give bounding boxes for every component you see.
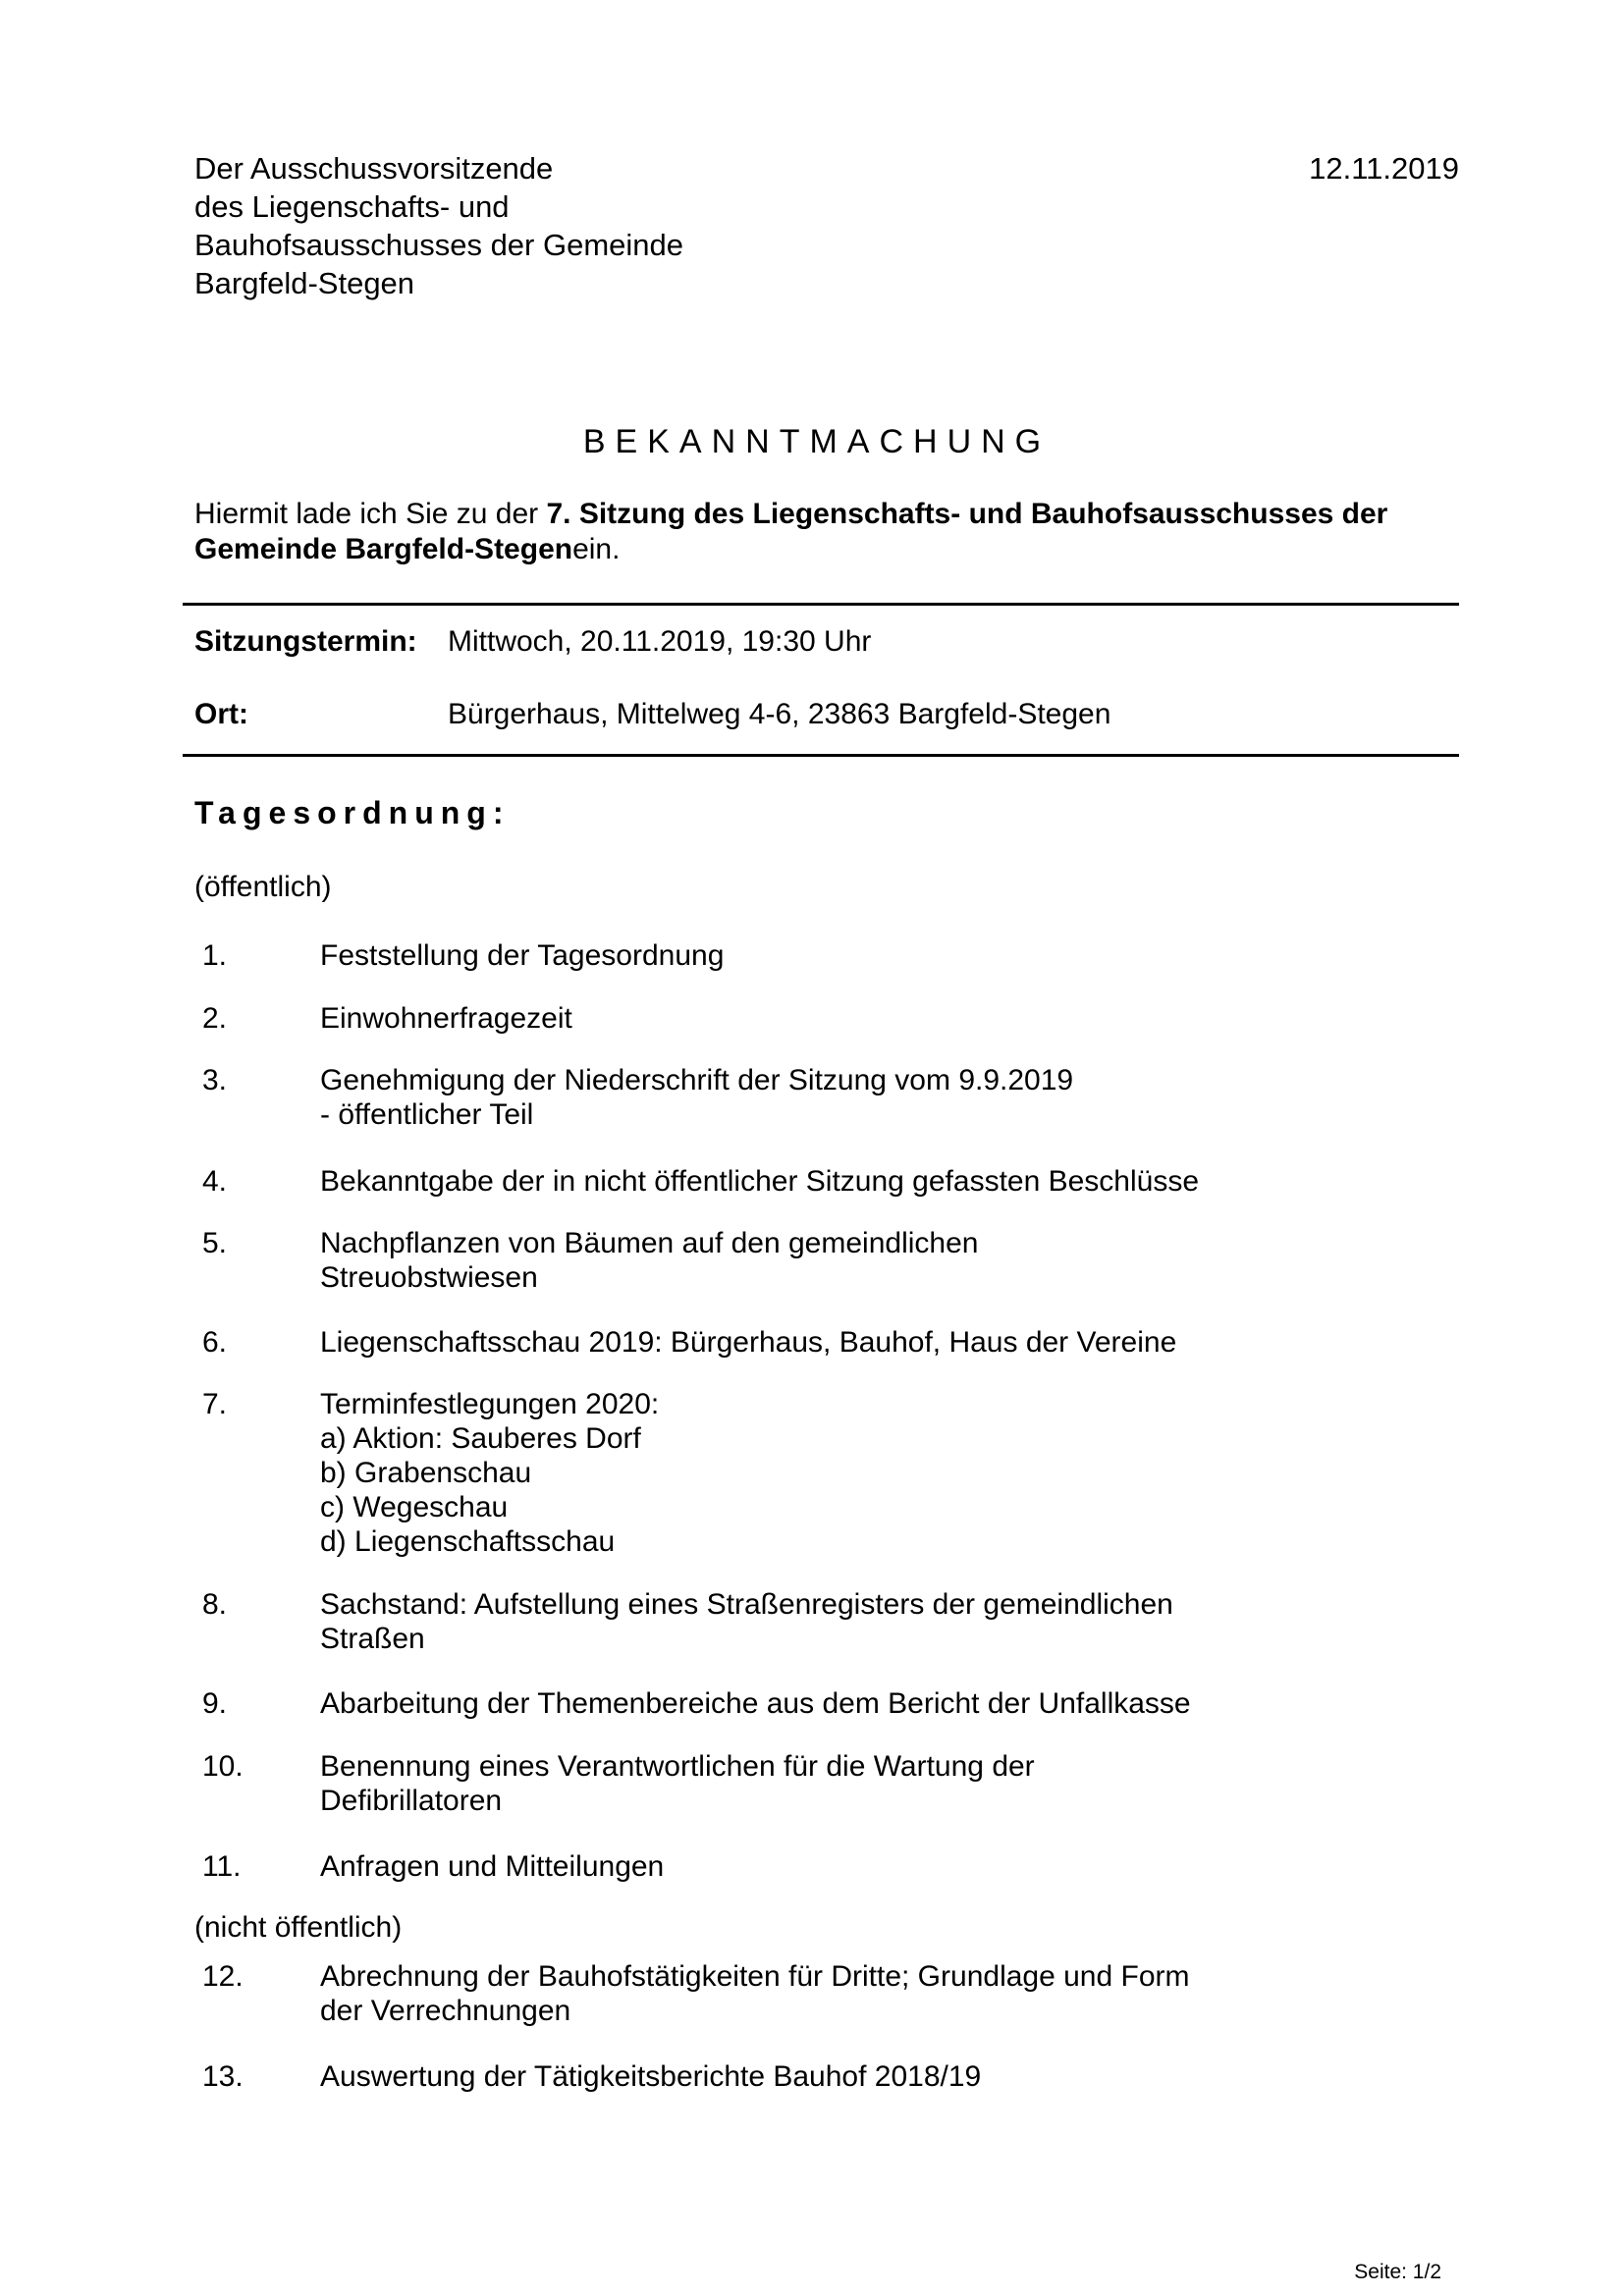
agenda-item-text: [320, 2059, 1400, 2094]
agenda-item-text: [320, 1387, 1400, 1559]
agenda-item-line: Feststellung der Tagesordnung: [320, 939, 725, 972]
intro-bold-line-1: 7. Sitzung des Liegenschafts- und Bauhofsausschusses der: [546, 498, 1388, 530]
agenda-item-line: Straßen: [320, 1623, 425, 1655]
sender-line: Bauhofsausschusses der Gemeinde: [194, 228, 684, 262]
agenda-item-text: [320, 1001, 1400, 1036]
agenda-item-line: b) Grabenschau: [320, 1457, 532, 1489]
intro-line-2: [194, 532, 1471, 567]
agenda-item-line: Auswertung der Tätigkeitsberichte Bauhof 2018/19: [320, 2060, 982, 2093]
agenda-item-text: [320, 1587, 1400, 1656]
letter-date: 12.11.2019: [1309, 151, 1459, 186]
public-section-label: (öffentlich): [194, 871, 332, 903]
agenda-item-line: Streuobstwiesen: [320, 1261, 538, 1294]
agenda-item-line: Abrechnung der Bauhofstätigkeiten für Dritte; Grundlage und Form: [320, 1960, 1190, 1993]
agenda-item-text: [320, 1164, 1400, 1199]
agenda-item-line: der Verrechnungen: [320, 1995, 571, 2027]
agenda-item-line: a) Aktion: Sauberes Dorf: [320, 1422, 641, 1455]
sender-line: Der Ausschussvorsitzende: [194, 151, 554, 186]
agenda-item-line: Sachstand: Aufstellung eines Straßenregisters der gemeindlichen: [320, 1588, 1173, 1621]
sender-block: [194, 149, 683, 302]
agenda-item-number: 1.: [202, 939, 228, 972]
meeting-place-value: Bürgerhaus, Mittelweg 4-6, 23863 Bargfeld-Stegen: [448, 698, 1111, 730]
agenda-item-line: c) Wegeschau: [320, 1491, 509, 1523]
agenda-item-number: 11.: [202, 1850, 242, 1883]
nonpublic-section-label: (nicht öffentlich): [194, 1911, 403, 1944]
meeting-date-label: Sitzungstermin:: [194, 625, 417, 658]
agenda-item-number: 5.: [202, 1227, 228, 1259]
agenda-item-number: 13.: [202, 2060, 244, 2093]
agenda-item-number: 3.: [202, 1064, 228, 1096]
agenda-item-line: Abarbeitung der Themenbereiche aus dem Bericht der Unfallkasse: [320, 1687, 1191, 1720]
agenda-item-line: Benennung eines Verantwortlichen für die Wartung der: [320, 1750, 1035, 1783]
meeting-date-value: Mittwoch, 20.11.2019, 19:30 Uhr: [448, 625, 872, 658]
intro-suffix: ein.: [572, 533, 621, 565]
document-title: BEKANNTMACHUNG: [582, 423, 1052, 460]
agenda-item-number: 6.: [202, 1326, 228, 1359]
intro-prefix: Hiermit lade ich Sie zu der: [194, 498, 547, 530]
divider-top: [183, 603, 1459, 606]
agenda-item-text: [320, 1686, 1400, 1721]
agenda-item-line: Einwohnerfragezeit: [320, 1002, 572, 1035]
agenda-heading: Tagesordnung:: [194, 795, 511, 830]
agenda-item-text: [320, 1063, 1400, 1132]
intro-bold-line-2: Gemeinde Bargfeld-Stegen: [194, 533, 573, 565]
agenda-item-line: d) Liegenschaftsschau: [320, 1525, 616, 1558]
agenda-item-text: [320, 1849, 1400, 1884]
agenda-item-line: Defibrillatoren: [320, 1785, 503, 1817]
agenda-item-line: Anfragen und Mitteilungen: [320, 1850, 665, 1883]
sender-line: Bargfeld-Stegen: [194, 266, 415, 300]
agenda-item-text: [320, 1959, 1400, 2028]
agenda-item-text: [320, 1749, 1400, 1818]
agenda-item-text: [320, 938, 1400, 973]
agenda-item-text: [320, 1226, 1400, 1295]
meeting-place-label: Ort:: [194, 698, 248, 730]
agenda-item-line: Liegenschaftsschau 2019: Bürgerhaus, Bauhof, Haus der Vereine: [320, 1326, 1177, 1359]
intro-paragraph: [194, 497, 1471, 567]
agenda-item-number: 4.: [202, 1165, 228, 1198]
agenda-item-number: 12.: [202, 1960, 244, 1993]
agenda-item-line: Terminfestlegungen 2020:: [320, 1388, 660, 1420]
agenda-item-number: 2.: [202, 1002, 228, 1035]
divider-bottom: [183, 754, 1459, 757]
agenda-item-number: 8.: [202, 1588, 228, 1621]
agenda-item-number: 9.: [202, 1687, 228, 1720]
intro-line-1: [194, 497, 1471, 532]
agenda-item-text: [320, 1325, 1400, 1360]
agenda-item-number: 7.: [202, 1388, 228, 1420]
page-number: Seite: 1/2: [1354, 2261, 1441, 2283]
agenda-item-line: - öffentlicher Teil: [320, 1098, 534, 1131]
agenda-item-line: Genehmigung der Niederschrift der Sitzung vom 9.9.2019: [320, 1064, 1074, 1096]
agenda-item-line: Bekanntgabe der in nicht öffentlicher Sitzung gefassten Beschlüsse: [320, 1165, 1200, 1198]
agenda-item-number: 10.: [202, 1750, 244, 1783]
agenda-item-line: Nachpflanzen von Bäumen auf den gemeindlichen: [320, 1227, 979, 1259]
sender-line: des Liegenschafts- und: [194, 189, 510, 224]
